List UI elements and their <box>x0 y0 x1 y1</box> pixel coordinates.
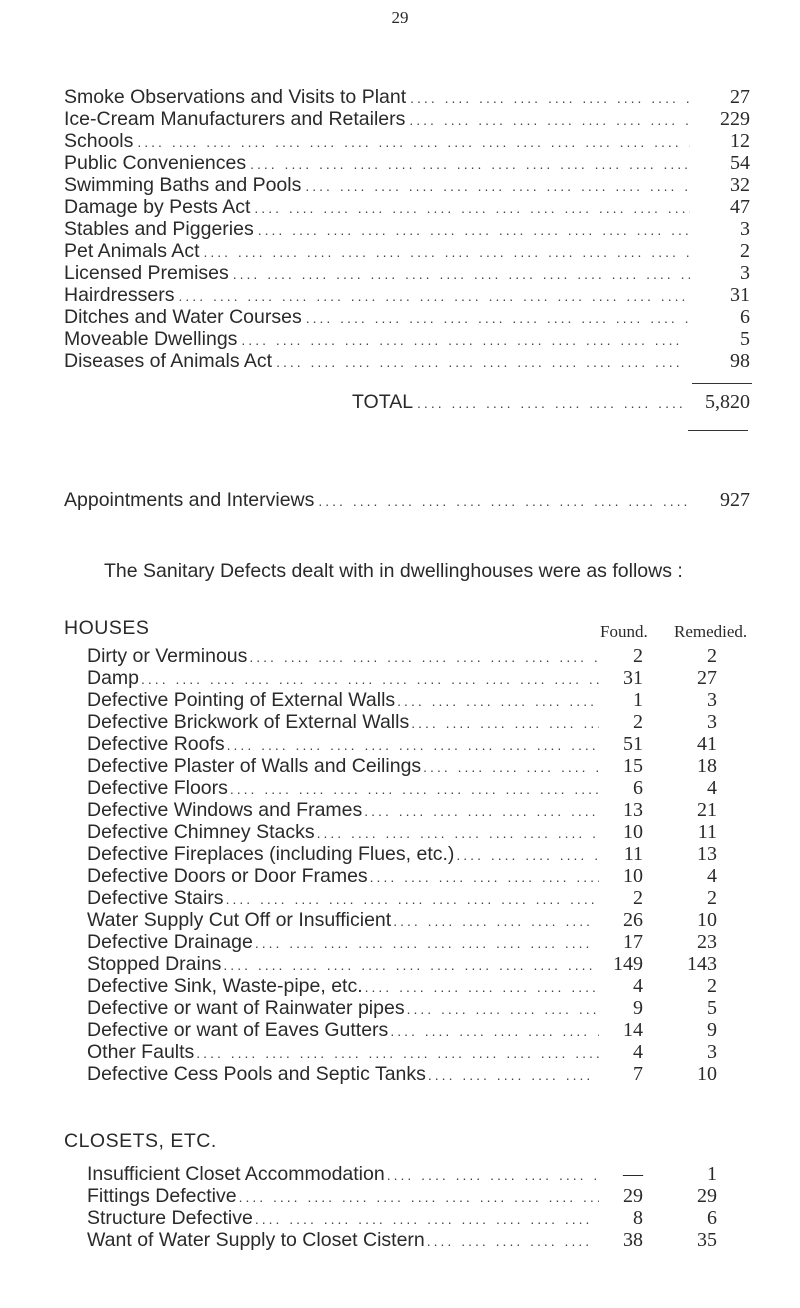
list-item <box>64 195 750 219</box>
defect-label: Fittings Defective <box>87 1185 237 1207</box>
table-row <box>87 908 717 932</box>
total-rule <box>688 430 748 431</box>
item-label: Moveable Dwellings <box>64 328 238 350</box>
found-value: 15 <box>623 755 643 777</box>
item-label: Hairdressers <box>64 284 175 306</box>
table-row <box>87 842 717 866</box>
list-item <box>64 129 750 153</box>
houses-heading: HOUSES <box>64 617 150 639</box>
defect-label: Insufficient Closet Accommodation <box>87 1163 385 1185</box>
item-value: 98 <box>730 350 750 372</box>
subtotal-rule <box>692 383 752 384</box>
item-value: 32 <box>730 174 750 196</box>
item-label: Smoke Observations and Visits to Plant <box>64 86 407 108</box>
table-row <box>87 1040 717 1064</box>
defect-label: Other Faults <box>87 1041 195 1063</box>
intro-text: The Sanitary Defects dealt with in dwellinghouses were as follows : <box>104 560 683 582</box>
table-row <box>87 754 717 778</box>
table-row <box>87 1206 717 1230</box>
found-value: 2 <box>633 887 643 909</box>
table-row <box>87 1062 717 1086</box>
found-value: 13 <box>623 799 643 821</box>
defect-label: Water Supply Cut Off or Insufficient <box>87 909 392 931</box>
intro-paragraph <box>64 560 754 582</box>
table-row <box>87 688 717 712</box>
item-value: 47 <box>730 196 750 218</box>
remedied-value: 3 <box>707 1041 717 1063</box>
list-item <box>64 217 750 241</box>
table-row <box>87 930 717 954</box>
list-item <box>64 349 750 373</box>
remedied-value: 11 <box>697 821 717 843</box>
table-row <box>87 996 717 1020</box>
table-row <box>87 1184 717 1208</box>
leader-dots <box>413 391 690 415</box>
table-row <box>87 952 717 976</box>
remedied-value: 1 <box>707 1163 717 1185</box>
remedied-value: 23 <box>697 931 717 953</box>
remedied-value: 3 <box>707 711 717 733</box>
total-value: 5,820 <box>705 391 750 413</box>
found-value: 4 <box>633 975 643 997</box>
found-value: 8 <box>633 1207 643 1229</box>
list-item <box>64 239 750 263</box>
table-row <box>87 776 717 800</box>
item-value: 6 <box>740 306 750 328</box>
table-row <box>87 820 717 844</box>
item-label: Pet Animals Act <box>64 240 200 262</box>
found-value: 9 <box>633 997 643 1019</box>
found-column-header: Found. <box>600 622 648 641</box>
table-row <box>87 974 717 998</box>
item-label: Damage by Pests Act <box>64 196 251 218</box>
item-value: 12 <box>730 130 750 152</box>
item-label: Stables and Piggeries <box>64 218 254 240</box>
found-value: — <box>623 1163 643 1185</box>
found-value: 17 <box>623 931 643 953</box>
closets-heading: CLOSETS, ETC. <box>64 1130 217 1152</box>
item-label: Ditches and Water Courses <box>64 306 302 328</box>
table-row <box>87 644 717 668</box>
remedied-value: 5 <box>707 997 717 1019</box>
table-row <box>87 710 717 734</box>
remedied-value: 35 <box>697 1229 717 1251</box>
appointments-row <box>64 488 750 512</box>
table-row <box>87 798 717 822</box>
item-label: Schools <box>64 130 134 152</box>
remedied-value: 2 <box>707 645 717 667</box>
defect-label: Defective Fireplaces (including Flues, etc.) <box>87 843 455 865</box>
found-value: 6 <box>633 777 643 799</box>
remedied-value: 29 <box>697 1185 717 1207</box>
remedied-value: 4 <box>707 777 717 799</box>
defect-label: Damp <box>87 667 140 689</box>
defect-label: Defective Pointing of External Walls <box>87 689 396 711</box>
list-item <box>64 151 750 175</box>
defect-label: Defective Doors or Door Frames <box>87 865 368 887</box>
defect-label: Structure Defective <box>87 1207 253 1229</box>
found-value: 10 <box>623 821 643 843</box>
found-value: 29 <box>623 1185 643 1207</box>
remedied-value: 6 <box>707 1207 717 1229</box>
remedied-value: 2 <box>707 887 717 909</box>
item-value: 2 <box>740 240 750 262</box>
item-label: Swimming Baths and Pools <box>64 174 302 196</box>
item-label: Ice-Cream Manufacturers and Retailers <box>64 108 406 130</box>
table-row <box>87 732 717 756</box>
list-item <box>64 85 750 109</box>
defect-label: Defective Roofs <box>87 733 225 755</box>
found-value: 51 <box>623 733 643 755</box>
remedied-value: 143 <box>687 953 717 975</box>
defect-label: Defective Drainage <box>87 931 253 953</box>
found-value: 4 <box>633 1041 643 1063</box>
item-label: Licensed Premises <box>64 262 229 284</box>
appointments-label: Appointments and Interviews <box>64 489 315 511</box>
defect-label: Defective Windows and Frames <box>87 799 363 821</box>
found-value: 26 <box>623 909 643 931</box>
total-row <box>352 390 750 414</box>
item-value: 3 <box>740 218 750 240</box>
remedied-column-header: Remedied. <box>674 622 748 641</box>
found-value: 7 <box>633 1063 643 1085</box>
remedied-value: 9 <box>707 1019 717 1041</box>
list-item <box>64 327 750 351</box>
found-value: 14 <box>623 1019 643 1041</box>
found-value: 31 <box>623 667 643 689</box>
item-value: 27 <box>730 86 750 108</box>
remedied-value: 18 <box>697 755 717 777</box>
table-row <box>87 886 717 910</box>
defect-label: Defective Chimney Stacks <box>87 821 315 843</box>
defect-label: Defective Brickwork of External Walls <box>87 711 410 733</box>
defect-label: Defective Stairs <box>87 887 224 909</box>
found-value: 38 <box>623 1229 643 1251</box>
leader-dots <box>425 1229 599 1253</box>
found-value: 1 <box>633 689 643 711</box>
found-value: 149 <box>613 953 643 975</box>
defect-label: Stopped Drains <box>87 953 222 975</box>
remedied-value: 13 <box>697 843 717 865</box>
defect-label: Defective Sink, Waste-pipe, etc. <box>87 975 363 997</box>
appointments-value: 927 <box>720 489 750 511</box>
remedied-value: 10 <box>697 1063 717 1085</box>
item-value: 5 <box>740 328 750 350</box>
list-item <box>64 305 750 329</box>
defect-label: Dirty or Verminous <box>87 645 248 667</box>
table-row <box>87 864 717 888</box>
table-row <box>87 1018 717 1042</box>
remedied-value: 4 <box>707 865 717 887</box>
table-row <box>87 666 717 690</box>
list-item <box>64 173 750 197</box>
list-item <box>64 261 750 285</box>
remedied-value: 41 <box>697 733 717 755</box>
list-item <box>64 283 750 307</box>
item-value: 3 <box>740 262 750 284</box>
defect-label: Want of Water Supply to Closet Cistern <box>87 1229 425 1251</box>
found-value: 2 <box>633 711 643 733</box>
list-item <box>64 107 750 131</box>
remedied-value: 21 <box>697 799 717 821</box>
table-row <box>87 1228 717 1252</box>
item-value: 31 <box>730 284 750 306</box>
defect-label: Defective or want of Eaves Gutters <box>87 1019 389 1041</box>
item-value: 54 <box>730 152 750 174</box>
table-row <box>87 1162 717 1186</box>
found-value: 11 <box>623 843 643 865</box>
remedied-value: 27 <box>697 667 717 689</box>
leader-dots <box>426 1063 599 1087</box>
item-value: 229 <box>720 108 750 130</box>
defect-label: Defective Cess Pools and Septic Tanks <box>87 1063 426 1085</box>
leader-dots <box>272 350 690 374</box>
remedied-value: 10 <box>697 909 717 931</box>
item-label: Public Conveniences <box>64 152 247 174</box>
total-label: TOTAL <box>352 391 414 413</box>
found-value: 10 <box>623 865 643 887</box>
item-label: Diseases of Animals Act <box>64 350 273 372</box>
remedied-value: 2 <box>707 975 717 997</box>
defect-label: Defective Plaster of Walls and Ceilings <box>87 755 422 777</box>
leader-dots <box>314 489 690 513</box>
page-number: 29 <box>391 8 409 27</box>
defect-label: Defective or want of Rainwater pipes <box>87 997 405 1019</box>
remedied-value: 3 <box>707 689 717 711</box>
found-value: 2 <box>633 645 643 667</box>
defect-label: Defective Floors <box>87 777 228 799</box>
